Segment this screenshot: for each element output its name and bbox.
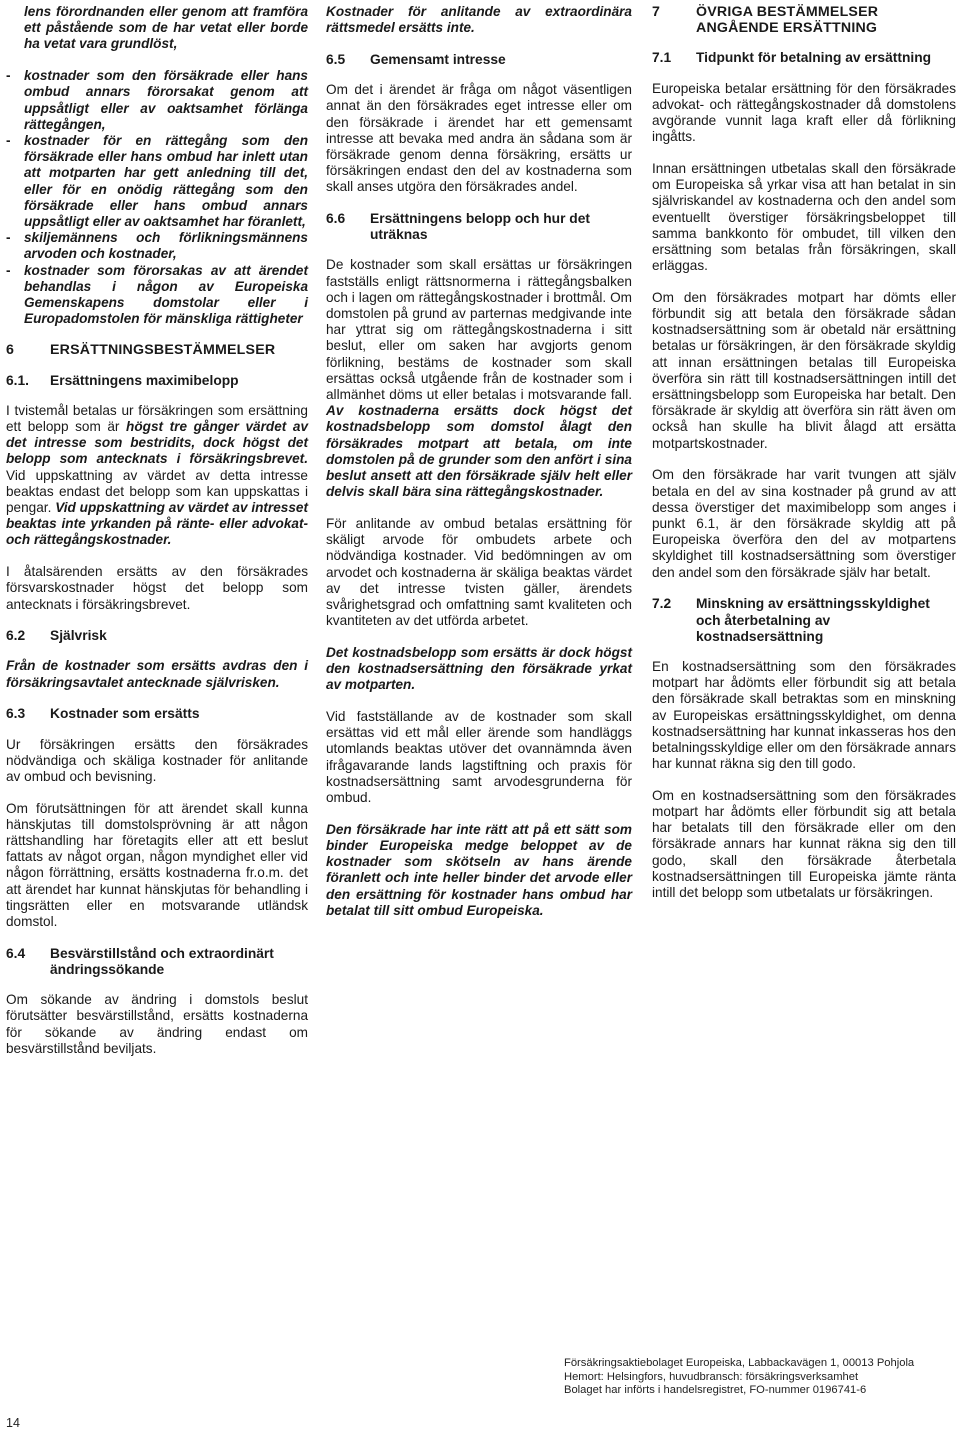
list-item: - kostnader som förorsakas av att ärendet behandlas i någon av Europeiska Gemenskapens domstolar eller i Europadomstolen för mänskliga rättigheter (6, 262, 308, 327)
section-heading-6-3: 6.3 Kostnader som ersätts (6, 706, 200, 722)
paragraph: I åtalsärenden ersätts av den försäkrades försvarskostnader högst det belopp som antecknats i försäkringsbrevet. (6, 564, 308, 612)
list-item: - kostnader som den försäkrade eller hans ombud annars förorsakat genom att uppsåtligt eller av oaktsamhet förlänga rättegången, (6, 68, 308, 132)
section-heading-6-4: 6.4 Besvärstillstånd och extraordinärt ändringssökande (6, 945, 274, 977)
section-heading-6-5: 6.5 Gemensamt intresse (326, 51, 506, 67)
column-right (652, 4, 956, 917)
column-left (6, 4, 308, 1072)
company-footer (564, 1357, 956, 1398)
paragraph: Om det i ärendet är fråga om något väsentligen annat än den försäkrades eget intresse eller om den försäkrade i ärendet har ett gemensamt intresse att bevaka med andra än sådana som är försäkrade genom denna försäkring, ersätts ur försäkringen endast den del av kostnaderna som skall anses utgöra den försäkrades andel. (326, 82, 632, 195)
paragraph: Innan ersättningen utbetalas skall den försäkrade om Europeiska så yrkar visa att han betalat in sin självriskandel av kostnaderna och den andel som eventuellt överstiger försäkringsbeloppet till samma bankkonto för ombudet, till vilken den ersättning som betalas från försäkringen, skall erläggas. (652, 160, 956, 274)
paragraph: En kostnadsersättning som den försäkrades motpart har ådömts eller förbundit sig att betala den försäkrade skall betraktas som en minskning av Europeiskas ersättningsskyldighet, om denna kostnadsersättning har kunnat inkasseras hos den betalningsskyldige eller om den försäkrade annars har kunnat räkna sig den till godo. (652, 658, 956, 772)
column-middle (326, 4, 632, 934)
bullet-continuation: lens förordnanden eller genom att framföra ett påstående som de har vetat eller borde ha vetat vara grundlöst, (24, 4, 308, 52)
section-heading-6-2: 6.2 Självrisk (6, 628, 107, 644)
exclusion-list (6, 68, 308, 327)
paragraph: Det kostnadsbelopp som ersätts är dock högst den kostnadsersättning den försäkrade yrkat av motparten. (326, 644, 632, 693)
paragraph: Om sökande av ändring i domstols beslut förutsätter besvärstillstånd, ersätts kostnaderna för sökande av ändring endast om besvärstillstånd beviljats. (6, 992, 308, 1056)
paragraph: Kostnader för anlitande av extraordinära rättsmedel ersätts inte. (326, 4, 632, 36)
section-heading-6: 6 ERSÄTTNINGSBESTÄMMELSER (6, 342, 276, 359)
paragraph: Den försäkrade har inte rätt att på ett sätt som binder Europeiska medge beloppet av de kostnader som skötseln av hans ärende föranlett och inte heller binder det arvode eller den ersättning för kostnader hans ombud har betalat till sitt ombud Europeiska. (326, 821, 632, 918)
section-heading-7: 7 ÖVRIGA BESTÄMMELSER ANGÅENDE ERSÄTTNING (652, 4, 879, 37)
paragraph: De kostnader som skall ersättas ur försäkringen fastställs enligt rättsnormerna i rättegångsbalken och i lagen om rättegångskostnader i brottmål. Om domstolen på grund av parternas medgivande inte har yttrat sig om rättegångskostnaderna i sitt beslut, eller om saken har avgjorts genom förlikning, bestäms de kostnader som skall ersättas också utgående från de kostnader som i allmänhet döms ut eller betalas i motsvarande fall. Av kostnaderna ersätts dock högst det kostnadsbelopp som domstol ålagt den försäkrades motpart att betala, om inte domstolen på de grunder som den anfört i sina beslut ansett att den försäkrade själv helt eller delvis skall bära sina rättegångskostnader. (326, 257, 632, 500)
paragraph: Om en kostnadsersättning som den försäkrades motpart har ådömts eller förbundit sig att betala har betalats till den försäkrade eller om den försäkrade annars har kunnat räkna sig den till godo, skall den försäkrade återbetala kostnadsersättningen till Europeiska jämte ränta intill det belopp som utbetalats ur försäkringen. (652, 787, 956, 901)
footer-line: Bolaget har införts i handelsregistret, FO-nummer 0196741-6 (564, 1384, 867, 1397)
paragraph: Från de kostnader som ersätts avdras den i försäkringsavtalet antecknade självrisken. (6, 658, 308, 690)
paragraph: Ur försäkringen ersätts den försäkrades nödvändiga och skäliga kostnader för anlitande av ombud och bevisning. (6, 736, 308, 784)
paragraph: Om den försäkrade har varit tvungen att själv betala en del av sina kostnader på grund av att dessa överstiger det maximibelopp som anges i punkt 6.1, är den försäkrade skyldig att på Europeiska överföra den del av motpartens skyldighet till kostnadsersättning som överstiger den andel som den försäkrade själv har betalt. (652, 467, 956, 580)
paragraph: I tvistemål betalas ur försäkringen som ersättning ett belopp som är högst tre gånger värdet av det intresse som bestridits, dock högst det belopp som antecknats i försäkringsbrevet. Vid uppskattning av värdet av detta intresse beaktas endast det belopp som kan uppskattas i pengar. Vid uppskattning av värdet av intresset beaktas inte yrkanden på ränte- eller advokat- och rättegångskostnader. (6, 402, 308, 548)
footer-line: Försäkringsaktiebolaget Europeiska, Labbackavägen 1, 00013 Pohjola (564, 1357, 915, 1369)
section-heading-7-1: 7.1 Tidpunkt för betalning av ersättning (652, 50, 932, 66)
list-item: - skiljemännens och förlikningsmännens arvoden och kostnader, (6, 230, 308, 262)
section-heading-6-6: 6.6 Ersättningens belopp och hur det uträknas (326, 211, 590, 243)
paragraph: För anlitande av ombud betalas ersättning för skäligt arvode för ombudets arbete och nödvändiga kostnader. Vid bedömningen av om arvodet och kostnaderna är skäliga beaktas värdet av det intresse tvisten gäller, ärendets svårighetsgrad och omfattning samt kvaliteten och kvantiteten av det utförda arbetet. (326, 515, 632, 629)
footer-line: Hemort: Helsingfors, huvudbransch: försäkringsverksamhet (564, 1370, 859, 1383)
paragraph: Om förutsättningen för att ärendet skall kunna hänskjutas till domstolsprövning är att någon rättshandling har företagits eller att ett beslut fattats av något organ, någon myndighet eller vid någon förrättning, ersätts kostnaderna fr.o.m. det att ärendet har kunnat hänskjutas för behandling i tingsrätten eller en motsvarande utländsk domstol. (6, 800, 308, 930)
section-heading-7-2: 7.2 Minskning av ersättningsskyldighet och återbetalning av kostnadsersättning (652, 596, 930, 644)
page-number: 14 (6, 1416, 20, 1430)
paragraph: Om den försäkrades motpart har dömts eller förbundit sig att betala den försäkrade sådan kostnadsersättning som är obetald när ersättning betalas ur försäkringen, är den försäkrade skyldig att innan ersättningen betalas till Europeiska överföra sin rätt till kostnadsersättningen intill det ersättningsbelopp som Europeiska har betalt. Den försäkrade är skyldig att överföra sin rätt även om också han skulle ha blivit ålagd att ersätta motpartskostnader. (652, 289, 956, 451)
list-item: - kostnader för en rättegång som den försäkrade eller hans ombud har inlett utan att motparten har gett anledning till det, eller för en onödig rättegång som den försäkrade eller hans ombud annars uppsåtligt eller av oaktsamhet har föranlett, (6, 132, 308, 229)
paragraph: Vid fastställande av de kostnader som skall ersättas vid ett mål eller ärende som handläggs utomlands beaktas utöver det ovannämnda även ifrågavarande lands lagstiftning och praxis för kostnadsersättning samt arvodesgrunderna för ombud. (326, 709, 632, 806)
section-heading-6-1: 6.1. Ersättningens maximibelopp (6, 372, 239, 388)
paragraph: Europeiska betalar ersättning för den försäkrades advokat- och rättegångskostnader då domstolens avgörande vunnit laga kraft eller då förlikning ingåtts. (652, 80, 956, 145)
